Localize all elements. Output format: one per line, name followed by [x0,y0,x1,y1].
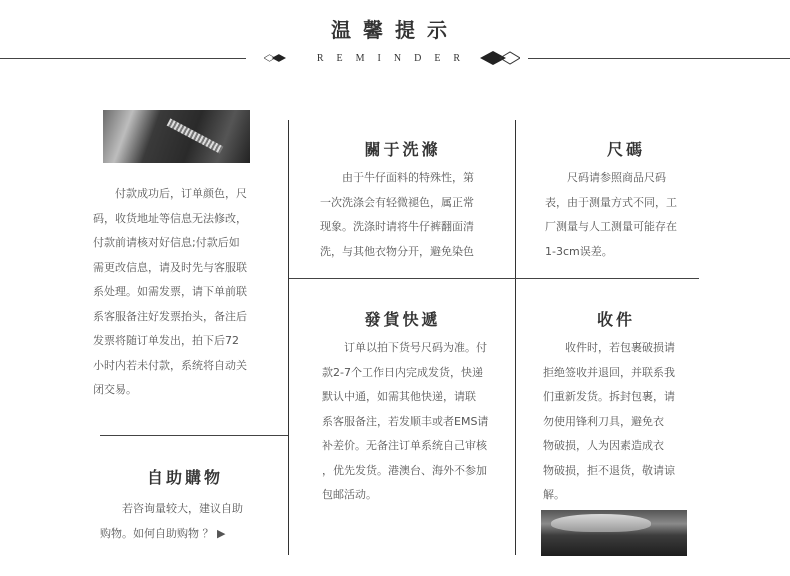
page-title: 温馨提示 [331,18,459,42]
payment-line: 发票将随订单发出，拍下后72 [93,334,239,347]
receive-line: 解。 [543,488,565,501]
size-line: 尺码请参照商品尺码 [545,171,666,184]
grid-horizontal-left [100,435,288,436]
size-line: 厂测量与人工测量可能存在 [545,220,677,233]
receive-line: 拒绝签收并退回，并联系我 [543,365,675,379]
receive-line: 收件时，若包裹破损请 [543,341,675,354]
payment-line: 码，收货地址等信息无法修改， [93,211,247,225]
receive-line: 物破损，拒不退货，敬请谅 [543,463,675,477]
shipping-line: 补差价。无备注订单系统自己审核 [322,439,487,452]
washing-line: 洗，与其他衣物分开，避免染色 [320,244,474,258]
grid-vertical-right [515,120,516,555]
washing-line: 由于牛仔面料的特殊性，第 [320,171,474,184]
size-text [545,166,715,264]
payment-line: 系客服备注好发票抬头，备注后 [93,309,247,323]
payment-notice [93,182,273,403]
shipping-heading: 發貨快遞 [364,310,441,329]
payment-line: 付款成功后，订单颜色，尺 [93,187,247,200]
selfservice-line: 若咨询量较大，建议自助 [100,502,243,515]
receive-line: 们重新发货。拆封包裹，请 [543,390,675,403]
grid-horizontal-middle [289,278,699,279]
size-line: 表，由于测量方式不同，工 [545,195,677,209]
shipping-line: 款2-7个工作日内完成发货，快递 [322,365,483,379]
shipping-line: ，优先发货。港澳台、海外不参加 [322,463,487,477]
size-heading: 尺碼 [606,140,645,159]
receive-line: 物破损，人为因素造成衣 [543,439,664,452]
jeans-zipper-photo [103,110,250,163]
washing-heading: 關于洗滌 [364,140,441,159]
washing-text [320,166,510,264]
payment-line: 需更改信息，请及时先与客服联 [93,260,247,274]
grid-vertical-left [288,120,289,555]
shipping-text [322,336,514,508]
selfservice-heading: 自助購物 [146,468,223,487]
shipping-line: 系客服备注，若发顺丰或者EMS请 [322,414,489,428]
selfservice-text [100,497,280,546]
payment-line: 系处理。如需发票，请下单前联 [93,285,247,298]
zipper-detail [167,118,224,153]
receive-text [543,336,713,508]
shipping-line: 默认中通，如需其他快递，请联 [322,390,476,403]
ornament-right-icon [480,51,520,65]
size-line: 1-3cm误差。 [545,244,613,258]
shipping-line: 包邮活动。 [322,488,377,501]
selfservice-link[interactable]: 购物。如何自助购物 ？ ▶ [100,526,226,540]
receive-heading: 收件 [596,310,635,329]
receive-line: 勿使用锋利刀具，避免衣 [543,414,664,428]
folded-jeans-photo [541,510,687,556]
shoe-detail [551,514,651,532]
payment-line: 闭交易。 [93,383,137,396]
washing-line: 现象。洗涤时请将牛仔裤翻面清 [320,220,474,233]
header-subtitle: REMINDER [316,53,474,64]
payment-line: 小时内若未付款，系统将自动关 [93,358,247,372]
shipping-line: 订单以拍下货号尺码为准。付 [322,341,487,354]
payment-line: 付款前请核对好信息;付款后如 [93,236,240,249]
washing-line: 一次洗涤会有轻微褪色，属正常 [320,195,474,209]
